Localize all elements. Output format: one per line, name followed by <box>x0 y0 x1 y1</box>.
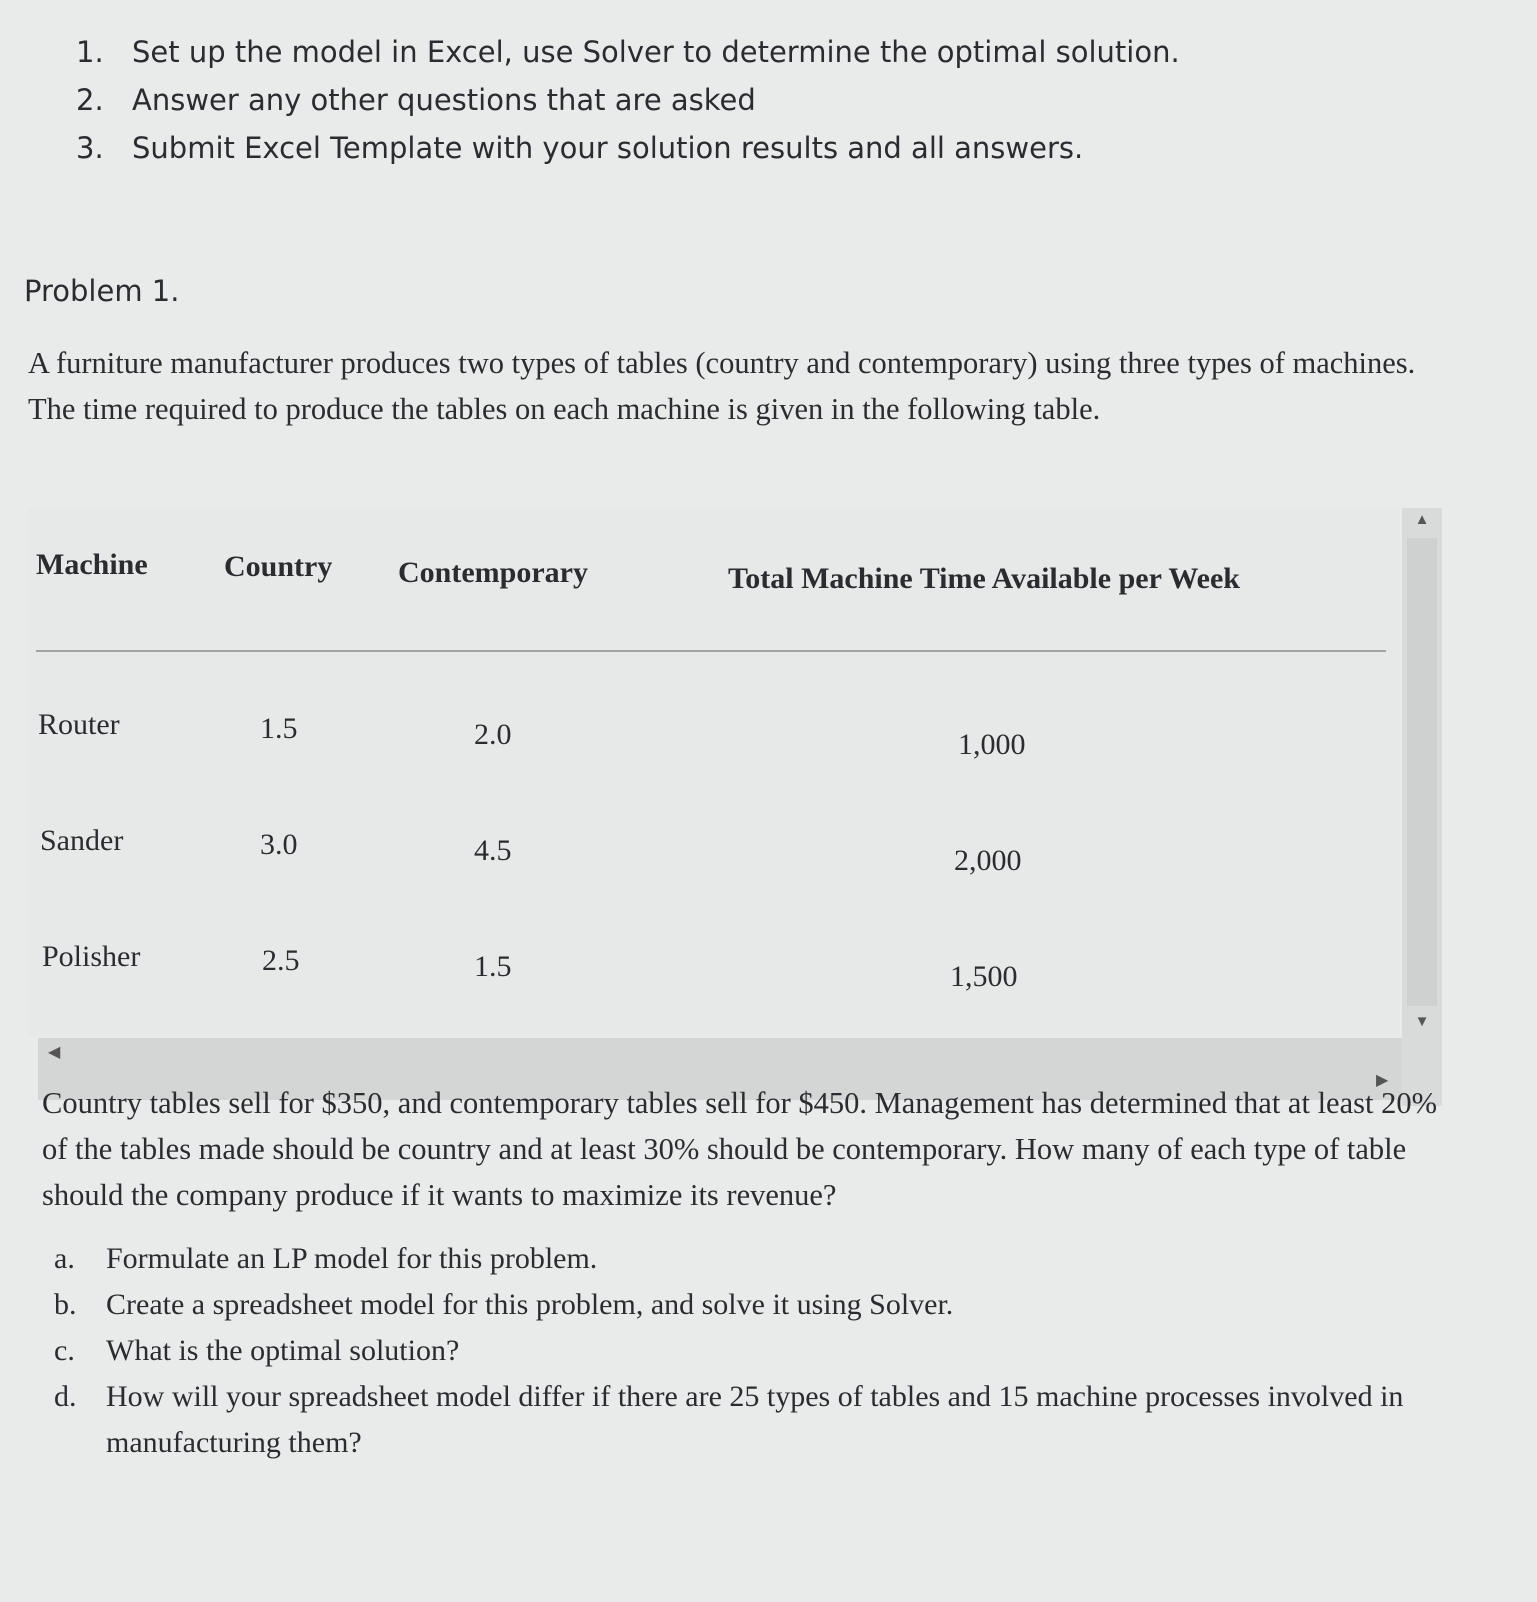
scroll-left-arrow-icon[interactable]: ◀ <box>48 1044 61 1061</box>
header-contemporary: Contemporary <box>398 556 588 589</box>
instruction-text: Answer any other questions that are asked <box>132 83 756 117</box>
question-text: How will your spreadsheet model differ if there are 25 types of tables and 15 machine processes involved in manufacturing them? <box>106 1380 1404 1459</box>
question-label: b. <box>54 1288 77 1321</box>
question-text: What is the optimal solution? <box>106 1334 460 1367</box>
cell-total: 2,000 <box>954 844 1022 877</box>
question-text: Formulate an LP model for this problem. <box>106 1242 598 1275</box>
question-label: d. <box>54 1380 77 1413</box>
scroll-right-arrow-icon[interactable]: ▶ <box>1376 1072 1389 1089</box>
scroll-up-arrow-icon[interactable]: ▲ <box>1414 512 1430 528</box>
machine-table <box>28 508 1400 1036</box>
instruction-text: Set up the model in Excel, use Solver to determine the optimal solution. <box>132 35 1180 69</box>
cell-total: 1,500 <box>950 960 1018 993</box>
instruction-number: 3. <box>76 131 104 165</box>
instruction-text: Submit Excel Template with your solution results and all answers. <box>132 131 1084 165</box>
machine-table-container <box>28 508 1430 1106</box>
cell-total: 1,000 <box>958 728 1026 761</box>
cell-country: 2.5 <box>262 944 300 977</box>
question-label: c. <box>54 1334 75 1367</box>
header-divider <box>36 650 1386 652</box>
problem-body-text: Country tables sell for $350, and contemporary tables sell for $450. Management has determined that at least 20% of the tables made should be country and at least 30% should be contemporary. How many of each type of table should the company produce if it wants to maximize its revenue? <box>42 1086 1437 1212</box>
problem-intro-text: A furniture manufacturer produces two types of tables (country and contemporary) using three types of machines. The time required to produce the tables on each machine is given in the following table. <box>28 346 1416 426</box>
cell-country: 3.0 <box>260 828 298 861</box>
header-total-time: Total Machine Time Available per Week <box>728 562 1240 595</box>
question-item <box>54 1374 1474 1466</box>
cell-country: 1.5 <box>260 712 298 745</box>
cell-contemporary: 2.0 <box>474 718 512 751</box>
cell-machine: Router <box>38 708 120 741</box>
header-machine: Machine <box>36 548 148 581</box>
instruction-item <box>76 124 1276 172</box>
problem-body <box>42 1080 1462 1218</box>
cell-contemporary: 4.5 <box>474 834 512 867</box>
question-text: Create a spreadsheet model for this problem, and solve it using Solver. <box>106 1288 954 1321</box>
cell-contemporary: 1.5 <box>474 950 512 983</box>
problem-intro <box>28 340 1448 432</box>
instruction-item <box>76 28 1276 76</box>
cell-machine: Sander <box>40 824 124 857</box>
instruction-list <box>76 28 1276 172</box>
question-item <box>54 1236 1474 1282</box>
cell-machine: Polisher <box>42 940 141 973</box>
question-list <box>54 1236 1474 1466</box>
scroll-down-arrow-icon[interactable]: ▼ <box>1414 1014 1430 1030</box>
vertical-scroll-thumb[interactable] <box>1407 538 1437 1006</box>
instruction-number: 1. <box>76 35 104 69</box>
header-country: Country <box>224 550 333 583</box>
instruction-number: 2. <box>76 83 104 117</box>
instruction-item <box>76 76 1276 124</box>
vertical-scrollbar[interactable] <box>1402 508 1442 1106</box>
question-item <box>54 1282 1474 1328</box>
question-item <box>54 1328 1474 1374</box>
question-label: a. <box>54 1242 75 1275</box>
problem-title: Problem 1. <box>24 274 180 308</box>
